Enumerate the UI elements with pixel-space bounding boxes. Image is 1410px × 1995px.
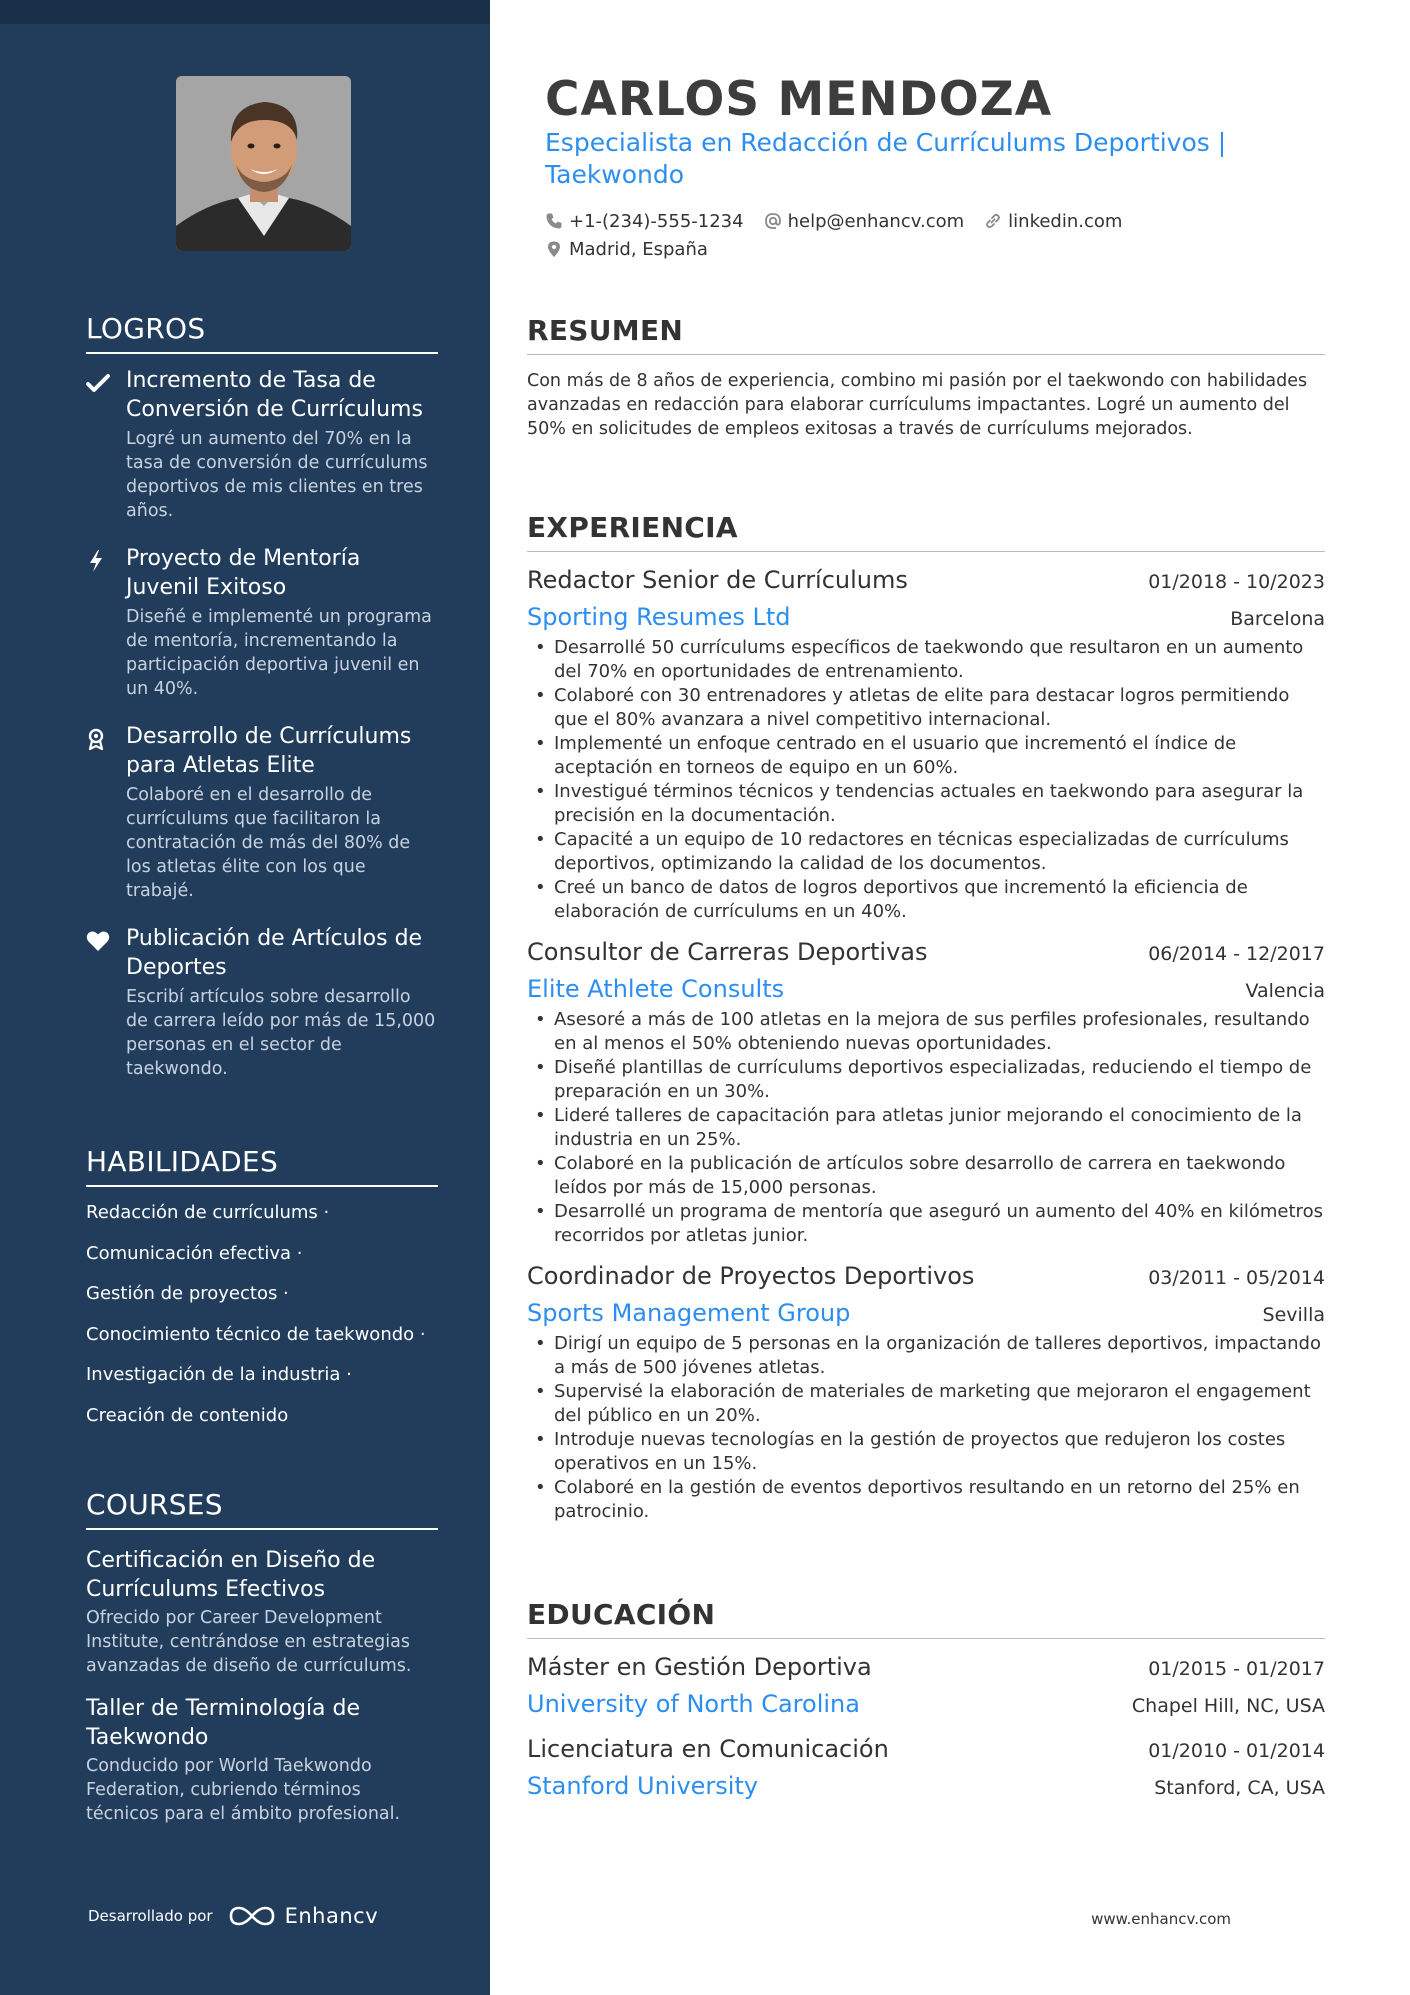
education-entry <box>527 1733 1325 1803</box>
job-bullet: • Capacité a un equipo de 10 redactores en técnicas especializadas de currículums deportivos, optimizando la calidad de los documentos. <box>527 828 1325 876</box>
job-bullet: • Dirigí un equipo de 5 personas en la organización de talleres deportivos, impactando a más de 500 jóvenes atletas. <box>527 1332 1325 1380</box>
job-location: Barcelona <box>1230 608 1325 630</box>
job-bullet: • Desarrollé un programa de mentoría que aseguró un aumento del 40% en kilómetros recorridos por atletas junior. <box>527 1200 1325 1248</box>
achievement-title: Desarrollo de Currículums para Atletas Elite <box>126 724 412 778</box>
skill-item: Redacción de currículums · <box>86 1202 330 1223</box>
achievement-description: Colaboré en el desarrollo de currículums que facilitaron la contratación de más del 80% de los atletas élite con los que trabajé. <box>126 785 411 901</box>
education-header <box>527 1651 1325 1685</box>
email-contact[interactable] <box>764 211 965 232</box>
job-bullet: • Colaboré en la publicación de artículos sobre desarrollo de carrera en taekwondo leídos por más de 15,000 personas. <box>527 1152 1325 1200</box>
courses-heading: COURSES <box>86 1488 438 1530</box>
achievement-item <box>86 722 438 903</box>
achievements-heading: LOGROS <box>86 312 438 354</box>
job-role: Coordinador de Proyectos Deportivos <box>527 1262 975 1290</box>
job-bullet: • Asesoré a más de 100 atletas en la mejora de sus perfiles profesionales, resultando en al menos el 50% obteniendo nuevas oportunidades. <box>527 1008 1325 1056</box>
job-bullets <box>527 1332 1325 1524</box>
job-header <box>527 564 1325 598</box>
achievements-section <box>86 312 438 1102</box>
linkedin-text: linkedin.com <box>1008 210 1123 232</box>
job-bullets <box>527 636 1325 924</box>
candidate-title: Especialista en Redacción de Currículums Deportivos | Taekwondo <box>545 128 1227 189</box>
phone-text: +1-(234)-555-1234 <box>569 210 744 232</box>
check-icon <box>86 372 110 394</box>
email-text: help@enhancv.com <box>787 210 965 232</box>
course-description: Ofrecido por Career Development Institute, centrándose en estrategias avanzadas de diseño de currículums. <box>86 1608 412 1676</box>
contact-row <box>545 207 1305 235</box>
job-bullet: • Colaboré con 30 entrenadores y atletas de elite para destacar logros permitiendo que el 80% avanzara a nivel competitivo internacional. <box>527 684 1325 732</box>
enhancv-logo-icon <box>227 1904 277 1928</box>
skill-item: Investigación de la industria · <box>86 1364 352 1385</box>
job-bullets <box>527 1008 1325 1248</box>
summary-heading: RESUMEN <box>527 314 1325 355</box>
job-entry <box>527 1260 1325 1524</box>
skills-heading: HABILIDADES <box>86 1145 438 1187</box>
location-pin-icon <box>545 240 563 258</box>
contact-row <box>545 235 1305 263</box>
skills-section <box>86 1145 438 1444</box>
job-role: Redactor Senior de Currículums <box>527 566 908 594</box>
main-content <box>527 0 1327 1995</box>
job-bullet: • Lideré talleres de capacitación para atletas junior mejorando el conocimiento de la industria en un 25%. <box>527 1104 1325 1152</box>
job-bullet: • Desarrollé 50 currículums específicos de taekwondo que resultaron en un aumento del 70% en oportunidades de entrenamiento. <box>527 636 1325 684</box>
profile-photo-image <box>176 76 351 251</box>
job-bullet: • Introduje nuevas tecnologías en la gestión de proyectos que redujeron los costes operativos en un 15%. <box>527 1428 1325 1476</box>
education-entry <box>527 1651 1325 1721</box>
education-degree: Licenciatura en Comunicación <box>527 1735 889 1763</box>
sidebar-top-band <box>0 0 490 24</box>
education-location: Chapel Hill, NC, USA <box>1131 1695 1325 1717</box>
job-dates: 06/2014 - 12/2017 <box>1148 943 1325 965</box>
phone-contact[interactable] <box>545 211 744 232</box>
achievement-description: Diseñé e implementé un programa de mentoría, incrementando la participación deportiva juvenil en un 40%. <box>126 607 432 699</box>
summary-section <box>527 314 1325 441</box>
education-school: Stanford University <box>527 1772 759 1800</box>
lightning-icon <box>86 550 110 572</box>
skill-item: Conocimiento técnico de taekwondo · <box>86 1323 426 1345</box>
job-company: Sports Management Group <box>527 1299 851 1327</box>
job-header <box>527 936 1325 970</box>
website-footer[interactable]: www.enhancv.com <box>1091 1910 1231 1928</box>
education-header <box>527 1733 1325 1767</box>
at-icon <box>764 212 782 230</box>
job-location: Valencia <box>1245 980 1325 1002</box>
job-subheader <box>527 1298 1325 1330</box>
job-bullet: • Colaboré en la gestión de eventos deportivos resultando en un retorno del 25% en patrocinio. <box>527 1476 1325 1524</box>
summary-text: Con más de 8 años de experiencia, combino mi pasión por el taekwondo con habilidades avanzadas en redacción para elaborar currículums impactantes. Logré un aumento del 50% en solicitudes de empleos exitosas a través de currículums mejorados. <box>527 371 1308 439</box>
achievement-item <box>86 924 438 1081</box>
sidebar <box>0 0 490 1995</box>
education-dates: 01/2010 - 01/2014 <box>1148 1740 1325 1762</box>
education-dates: 01/2015 - 01/2017 <box>1148 1658 1325 1680</box>
job-dates: 01/2018 - 10/2023 <box>1148 571 1325 593</box>
achievements-list <box>86 366 438 1081</box>
job-role: Consultor de Carreras Deportivas <box>527 938 928 966</box>
education-subheader <box>527 1771 1325 1803</box>
course-title: Taller de Terminología de Taekwondo <box>86 1696 361 1750</box>
link-icon <box>984 212 1002 230</box>
achievement-title: Proyecto de Mentoría Juvenil Exitoso <box>126 546 361 600</box>
education-degree: Máster en Gestión Deportiva <box>527 1653 872 1681</box>
job-entry <box>527 564 1325 924</box>
job-bullet: • Creé un banco de datos de logros deportivos que incrementó la eficiencia de elaboración de currículums en un 40%. <box>527 876 1325 924</box>
courses-section <box>86 1488 438 1826</box>
education-heading: EDUCACIÓN <box>527 1598 1325 1639</box>
experience-section <box>527 511 1325 1524</box>
job-subheader <box>527 602 1325 634</box>
job-bullet: • Implementé un enfoque centrado en el usuario que incrementó el índice de aceptación en torneos de equipo en un 60%. <box>527 732 1325 780</box>
job-subheader <box>527 974 1325 1006</box>
job-dates: 03/2011 - 05/2014 <box>1148 1267 1325 1289</box>
location-text: Madrid, España <box>569 238 708 260</box>
skill-item: Gestión de proyectos · <box>86 1283 289 1304</box>
job-bullet: • Diseñé plantillas de currículums deportivos especializadas, reduciendo el tiempo de preparación en un 30%. <box>527 1056 1325 1104</box>
powered-by-label: Desarrollado por <box>88 1907 213 1925</box>
heart-icon <box>86 930 110 952</box>
achievement-title: Publicación de Artículos de Deportes <box>126 926 423 980</box>
education-section <box>527 1598 1325 1803</box>
profile-photo <box>176 76 351 251</box>
education-school: University of North Carolina <box>527 1690 860 1718</box>
job-bullet: • Supervisé la elaboración de materiales de marketing que mejoraron el engagement del público en un 20%. <box>527 1380 1325 1428</box>
education-location: Stanford, CA, USA <box>1154 1777 1325 1799</box>
job-bullet: • Investigué términos técnicos y tendencias actuales en taekwondo para asegurar la precisión en la documentación. <box>527 780 1325 828</box>
course-title: Certificación en Diseño de Currículums Efectivos <box>86 1548 376 1602</box>
course-description: Conducido por World Taekwondo Federation, cubriendo términos técnicos para el ámbito profesional. <box>86 1756 401 1824</box>
course-item <box>86 1694 438 1826</box>
skill-item: Creación de contenido <box>86 1404 289 1426</box>
phone-icon <box>545 212 563 230</box>
powered-by <box>88 1903 378 1929</box>
course-item <box>86 1546 438 1678</box>
job-location: Sevilla <box>1262 1304 1325 1326</box>
award-icon <box>86 728 110 750</box>
job-company: Sporting Resumes Ltd <box>527 603 791 631</box>
job-entry <box>527 936 1325 1248</box>
job-company: Elite Athlete Consults <box>527 975 785 1003</box>
achievement-item <box>86 366 438 523</box>
achievement-title: Incremento de Tasa de Conversión de Currículums <box>126 368 423 422</box>
location-contact <box>545 239 708 260</box>
candidate-name: CARLOS MENDOZA <box>545 72 1053 127</box>
achievement-item <box>86 544 438 701</box>
contact-info <box>545 207 1305 263</box>
achievement-description: Logré un aumento del 70% en la tasa de conversión de currículums deportivos de mis clientes en tres años. <box>126 429 428 521</box>
experience-heading: EXPERIENCIA <box>527 511 1325 552</box>
achievement-description: Escribí artículos sobre desarrollo de carrera leído por más de 15,000 personas en el sector de taekwondo. <box>126 987 436 1079</box>
linkedin-contact[interactable] <box>984 211 1122 232</box>
skill-item: Comunicación efectiva · <box>86 1242 303 1264</box>
enhancv-brand: Enhancv <box>284 1904 379 1928</box>
skills-list <box>86 1201 438 1428</box>
job-header <box>527 1260 1325 1294</box>
education-subheader <box>527 1689 1325 1721</box>
